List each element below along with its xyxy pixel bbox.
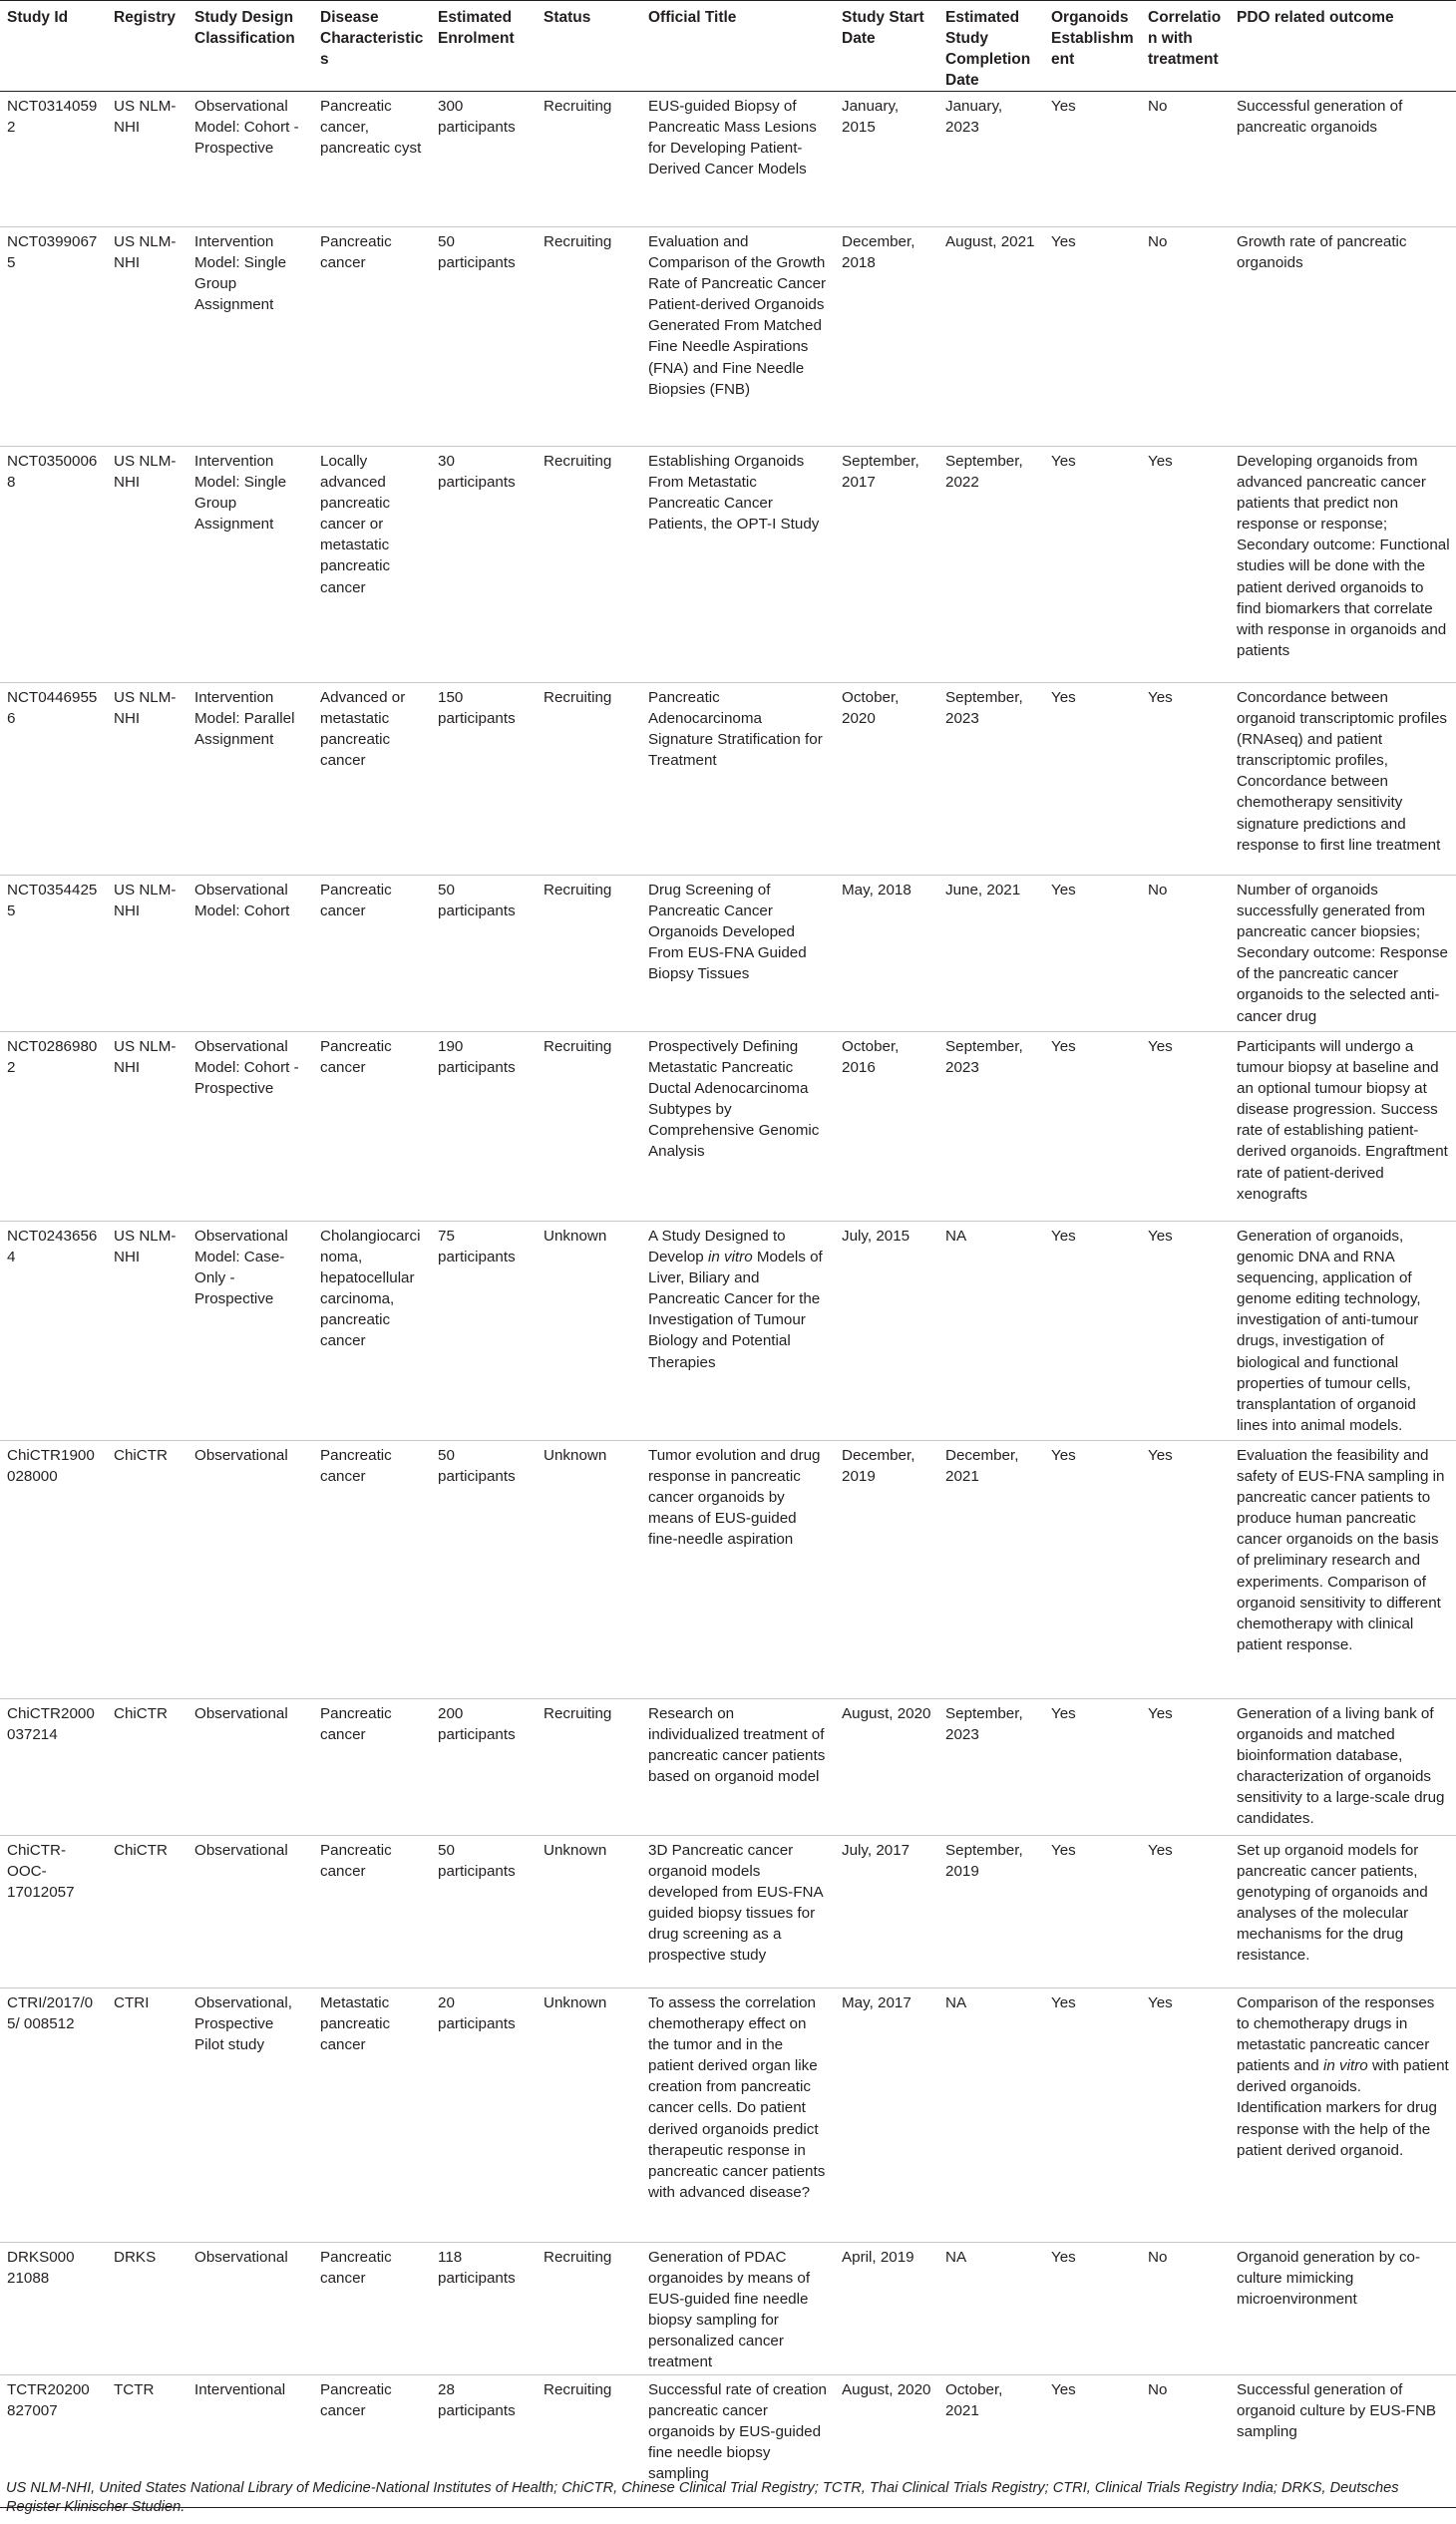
cell-organoids: Yes	[1044, 1032, 1141, 1222]
table-row	[0, 1222, 1456, 1441]
cell-registry: ChiCTR	[107, 1699, 187, 1836]
cell-status: Recruiting	[537, 227, 641, 447]
cell-registry: TCTR	[107, 2375, 187, 2508]
cell-status: Recruiting	[537, 2243, 641, 2375]
header-correlation: Correlation with treatment	[1141, 1, 1230, 92]
cell-organoids: Yes	[1044, 1441, 1141, 1699]
cell-enrolment: 300 participants	[431, 92, 537, 227]
cell-disease: Pancreatic cancer	[313, 876, 431, 1032]
cell-disease: Pancreatic cancer, pancreatic cyst	[313, 92, 431, 227]
table-row	[0, 447, 1456, 683]
cell-status: Recruiting	[537, 876, 641, 1032]
cell-organoids: Yes	[1044, 1836, 1141, 1988]
cell-start: July, 2017	[835, 1836, 938, 1988]
cell-outcome: Number of organoids successfully generated from pancreatic cancer biopsies; Secondary outcome: Response of the pancreatic cancer organoids to the selected anti-cancer drug	[1230, 876, 1456, 1032]
cell-start: October, 2016	[835, 1032, 938, 1222]
header-start-date: Study Start Date	[835, 1, 938, 92]
cell-design: Observational	[187, 1836, 313, 1988]
cell-correlation: Yes	[1141, 1032, 1230, 1222]
cell-start: September, 2017	[835, 447, 938, 683]
cell-study-id: NCT04469556	[0, 683, 107, 876]
cell-organoids: Yes	[1044, 227, 1141, 447]
cell-start: October, 2020	[835, 683, 938, 876]
cell-status: Recruiting	[537, 447, 641, 683]
cell-completion: September, 2023	[938, 1699, 1044, 1836]
outcome-text: Comparison of the responses to chemotherapy drugs in metastatic pancreatic cancer patients and	[1237, 1994, 1435, 2075]
header-enrolment: Estimated Enrolment	[431, 1, 537, 92]
cell-outcome: Set up organoid models for pancreatic cancer patients, genotyping of organoids and analyses of the molecular mechanisms for the drug resistance.	[1230, 1836, 1456, 1988]
cell-status: Unknown	[537, 1222, 641, 1441]
cell-study-id: ChiCTR2000 037214	[0, 1699, 107, 1836]
cell-status: Recruiting	[537, 2375, 641, 2508]
cell-disease: Pancreatic cancer	[313, 1441, 431, 1699]
table-row	[0, 683, 1456, 876]
cell-registry: ChiCTR	[107, 1441, 187, 1699]
cell-disease: Advanced or metastatic pancreatic cancer	[313, 683, 431, 876]
cell-study-id: NCT02869802	[0, 1032, 107, 1222]
cell-outcome: Successful generation of pancreatic organoids	[1230, 92, 1456, 227]
cell-start: December, 2018	[835, 227, 938, 447]
cell-design: Observational Model: Case-Only -Prospective	[187, 1222, 313, 1441]
cell-completion: NA	[938, 2243, 1044, 2375]
cell-completion: October, 2021	[938, 2375, 1044, 2508]
cell-enrolment: 28 participants	[431, 2375, 537, 2508]
table-footnote: US NLM-NHI, United States National Library of Medicine-National Institutes of Health; ChiCTR, Chinese Clinical Trial Registry; TCTR, Thai Clinical Trials Registry; CTRI, Clinical Trials Registry India; DRKS, Deutsches Register Klinischer Studien.	[6, 2480, 1399, 2515]
cell-completion: June, 2021	[938, 876, 1044, 1032]
cell-outcome: Concordance between organoid transcriptomic profiles (RNAseq) and patient transcriptomic profiles, Concordance between chemotherapy sensitivity signature predictions and response to first line treatment	[1230, 683, 1456, 876]
cell-outcome: Developing organoids from advanced pancreatic cancer patients that predict non response or response; Secondary outcome: Functional studies will be done with the patient derived organoids to find biomarkers that correlate with response in organoids and patients	[1230, 447, 1456, 683]
cell-registry: US NLM-NHI	[107, 92, 187, 227]
cell-completion: September, 2022	[938, 447, 1044, 683]
cell-design: Observational	[187, 1699, 313, 1836]
cell-study-id: NCT03990675	[0, 227, 107, 447]
cell-start: May, 2018	[835, 876, 938, 1032]
header-disease: Disease Characteristics	[313, 1, 431, 92]
table-row	[0, 1699, 1456, 1836]
cell-completion: September, 2023	[938, 683, 1044, 876]
cell-enrolment: 75 participants	[431, 1222, 537, 1441]
cell-design: Observational Model: Cohort -Prospective	[187, 92, 313, 227]
cell-disease: Pancreatic cancer	[313, 1699, 431, 1836]
cell-registry: CTRI	[107, 1988, 187, 2243]
table-row	[0, 227, 1456, 447]
cell-registry: ChiCTR	[107, 1836, 187, 1988]
cell-study-id: ChiCTR1900 028000	[0, 1441, 107, 1699]
cell-organoids: Yes	[1044, 447, 1141, 683]
cell-disease: Pancreatic cancer	[313, 1836, 431, 1988]
cell-correlation: Yes	[1141, 683, 1230, 876]
cell-outcome	[1230, 1988, 1456, 2243]
cell-enrolment: 50 participants	[431, 1836, 537, 1988]
cell-correlation: Yes	[1141, 1699, 1230, 1836]
cell-start: December, 2019	[835, 1441, 938, 1699]
table-row	[0, 92, 1456, 227]
cell-status: Recruiting	[537, 92, 641, 227]
cell-correlation: Yes	[1141, 1222, 1230, 1441]
cell-completion: NA	[938, 1222, 1044, 1441]
cell-title: Research on individualized treatment of pancreatic cancer patients based on organoid model	[641, 1699, 835, 1836]
outcome-italic-text: in vitro	[1322, 2057, 1368, 2075]
cell-enrolment: 118 participants	[431, 2243, 537, 2375]
cell-start: August, 2020	[835, 2375, 938, 2508]
cell-organoids: Yes	[1044, 1988, 1141, 2243]
cell-correlation: No	[1141, 2375, 1230, 2508]
cell-title: Establishing Organoids From Metastatic Pancreatic Cancer Patients, the OPT-I Study	[641, 447, 835, 683]
cell-title: 3D Pancreatic cancer organoid models developed from EUS-FNA guided biopsy tissues for drug screening as a prospective study	[641, 1836, 835, 1988]
cell-completion: NA	[938, 1988, 1044, 2243]
cell-completion: September, 2023	[938, 1032, 1044, 1222]
cell-design: Interventional	[187, 2375, 313, 2508]
cell-disease: Pancreatic cancer	[313, 2243, 431, 2375]
cell-organoids: Yes	[1044, 92, 1141, 227]
cell-enrolment: 50 participants	[431, 1441, 537, 1699]
cell-status: Unknown	[537, 1988, 641, 2243]
cell-registry: US NLM-NHI	[107, 447, 187, 683]
cell-outcome: Participants will undergo a tumour biopsy at baseline and an optional tumour biopsy at disease progression. Success rate of establishing patient-derived organoids. Engraftment rate of patient-derived xenografts	[1230, 1032, 1456, 1222]
header-registry: Registry	[107, 1, 187, 92]
cell-outcome: Generation of organoids, genomic DNA and RNA sequencing, application of genome editing technology, investigation of anti-tumour drugs, investigation of biological and functional properties of tumour cells, transplantation of organoid lines into animal models.	[1230, 1222, 1456, 1441]
cell-title: Successful rate of creation pancreatic cancer organoids by EUS-guided fine needle biopsy sampling	[641, 2375, 835, 2508]
cell-enrolment: 30 participants	[431, 447, 537, 683]
cell-organoids: Yes	[1044, 2375, 1141, 2508]
cell-design: Observational Model: Cohort -Prospective	[187, 1032, 313, 1222]
cell-design: Observational	[187, 1441, 313, 1699]
cell-completion: September, 2019	[938, 1836, 1044, 1988]
cell-title: Evaluation and Comparison of the Growth Rate of Pancreatic Cancer Patient-derived Organoids Generated From Matched Fine Needle Aspirations (FNA) and Fine Needle Biopsies (FNB)	[641, 227, 835, 447]
cell-title: Drug Screening of Pancreatic Cancer Organoids Developed From EUS-FNA Guided Biopsy Tissues	[641, 876, 835, 1032]
cell-disease: Pancreatic cancer	[313, 2375, 431, 2508]
cell-status: Recruiting	[537, 1032, 641, 1222]
header-completion-date: Estimated Study Completion Date	[938, 1, 1044, 92]
cell-title: To assess the correlation chemotherapy effect on the tumor and in the patient derived organ like creation from pancreatic cancer cells. Do patient derived organoids predict therapeutic response in pancreatic cancer patients with advanced disease?	[641, 1988, 835, 2243]
cell-title: Tumor evolution and drug response in pancreatic cancer organoids by means of EUS-guided fine-needle aspiration	[641, 1441, 835, 1699]
cell-title	[641, 1222, 835, 1441]
cell-enrolment: 190 participants	[431, 1032, 537, 1222]
cell-study-id: NCT03544255	[0, 876, 107, 1032]
cell-registry: US NLM-NHI	[107, 1032, 187, 1222]
cell-status: Recruiting	[537, 683, 641, 876]
title-text: Models of Liver, Biliary and Pancreatic Cancer for the Investigation of Tumour Biology and Potential Therapies	[648, 1249, 823, 1371]
cell-correlation: No	[1141, 876, 1230, 1032]
cell-design: Intervention Model: Single Group Assignment	[187, 447, 313, 683]
cell-correlation: Yes	[1141, 447, 1230, 683]
title-text: A Study Designed to Develop	[648, 1228, 786, 1266]
cell-start: April, 2019	[835, 2243, 938, 2375]
header-official-title: Official Title	[641, 1, 835, 92]
cell-start: August, 2020	[835, 1699, 938, 1836]
title-italic-text: in vitro	[707, 1249, 753, 1266]
cell-design: Intervention Model: Parallel Assignment	[187, 683, 313, 876]
cell-disease: Metastatic pancreatic cancer	[313, 1988, 431, 2243]
cell-correlation: Yes	[1141, 1441, 1230, 1699]
cell-organoids: Yes	[1044, 1222, 1141, 1441]
cell-study-id: NCT03140592	[0, 92, 107, 227]
cell-completion: December, 2021	[938, 1441, 1044, 1699]
cell-title: EUS-guided Biopsy of Pancreatic Mass Lesions for Developing Patient-Derived Cancer Models	[641, 92, 835, 227]
cell-start: July, 2015	[835, 1222, 938, 1441]
cell-study-id: DRKS000 21088	[0, 2243, 107, 2375]
table-row	[0, 1441, 1456, 1699]
cell-start: May, 2017	[835, 1988, 938, 2243]
cell-completion: January, 2023	[938, 92, 1044, 227]
cell-outcome: Growth rate of pancreatic organoids	[1230, 227, 1456, 447]
table-row	[0, 1836, 1456, 1988]
header-status: Status	[537, 1, 641, 92]
cell-study-id: TCTR20200 827007	[0, 2375, 107, 2508]
cell-enrolment: 200 participants	[431, 1699, 537, 1836]
cell-title: Prospectively Defining Metastatic Pancreatic Ductal Adenocarcinoma Subtypes by Comprehensive Genomic Analysis	[641, 1032, 835, 1222]
cell-design: Intervention Model: Single Group Assignment	[187, 227, 313, 447]
cell-outcome: Successful generation of organoid culture by EUS-FNB sampling	[1230, 2375, 1456, 2508]
cell-status: Unknown	[537, 1441, 641, 1699]
cell-disease: Locally advanced pancreatic cancer or metastatic pancreatic cancer	[313, 447, 431, 683]
header-pdo-outcome: PDO related outcome	[1230, 1, 1456, 92]
table-row	[0, 1988, 1456, 2243]
table-row	[0, 876, 1456, 1032]
cell-enrolment: 50 participants	[431, 227, 537, 447]
cell-organoids: Yes	[1044, 683, 1141, 876]
cell-outcome: Generation of a living bank of organoids and matched bioinformation database, characterization of organoids sensitivity to a large-scale drug candidates.	[1230, 1699, 1456, 1836]
header-study-id: Study Id	[0, 1, 107, 92]
cell-outcome: Organoid generation by co-culture mimicking microenvironment	[1230, 2243, 1456, 2375]
cell-study-id: NCT03500068	[0, 447, 107, 683]
cell-correlation: Yes	[1141, 1836, 1230, 1988]
cell-enrolment: 150 participants	[431, 683, 537, 876]
table-row	[0, 2243, 1456, 2375]
cell-correlation: No	[1141, 92, 1230, 227]
cell-correlation: No	[1141, 227, 1230, 447]
cell-registry: US NLM-NHI	[107, 227, 187, 447]
cell-status: Recruiting	[537, 1699, 641, 1836]
cell-registry: DRKS	[107, 2243, 187, 2375]
cell-registry: US NLM-NHI	[107, 876, 187, 1032]
cell-design: Observational Model: Cohort	[187, 876, 313, 1032]
cell-registry: US NLM-NHI	[107, 683, 187, 876]
cell-organoids: Yes	[1044, 2243, 1141, 2375]
header-study-design: Study Design Classification	[187, 1, 313, 92]
outcome-text: with patient derived organoids. Identification markers for drug response with the help of the patient derived organoid.	[1237, 2057, 1449, 2159]
cell-outcome: Evaluation the feasibility and safety of EUS-FNA sampling in pancreatic cancer patients to produce human pancreatic cancer organoids on the basis of preliminary research and experiments. Comparison of organoid sensitivity to different chemotherapy with clinical patient response.	[1230, 1441, 1456, 1699]
cell-title: Generation of PDAC organoides by means of EUS-guided fine needle biopsy sampling for personalized cancer treatment	[641, 2243, 835, 2375]
cell-study-id: NCT02436564	[0, 1222, 107, 1441]
table-header-row	[0, 1, 1456, 92]
cell-correlation: Yes	[1141, 1988, 1230, 2243]
cell-organoids: Yes	[1044, 1699, 1141, 1836]
cell-start: January, 2015	[835, 92, 938, 227]
cell-status: Unknown	[537, 1836, 641, 1988]
cell-design: Observational	[187, 2243, 313, 2375]
cell-correlation: No	[1141, 2243, 1230, 2375]
cell-disease: Pancreatic cancer	[313, 1032, 431, 1222]
table-row	[0, 1032, 1456, 1222]
cell-title: Pancreatic Adenocarcinoma Signature Stratification for Treatment	[641, 683, 835, 876]
cell-disease: Cholangiocarcinoma, hepatocellular carcinoma, pancreatic cancer	[313, 1222, 431, 1441]
cell-disease: Pancreatic cancer	[313, 227, 431, 447]
header-organoids: Organoids Establishment	[1044, 1, 1141, 92]
cell-enrolment: 20 participants	[431, 1988, 537, 2243]
cell-completion: August, 2021	[938, 227, 1044, 447]
cell-registry: US NLM-NHI	[107, 1222, 187, 1441]
cell-design: Observational, Prospective Pilot study	[187, 1988, 313, 2243]
cell-organoids: Yes	[1044, 876, 1141, 1032]
cell-enrolment: 50 participants	[431, 876, 537, 1032]
cell-study-id: ChiCTR-OOC-17012057	[0, 1836, 107, 1988]
cell-study-id: CTRI/2017/05/ 008512	[0, 1988, 107, 2243]
